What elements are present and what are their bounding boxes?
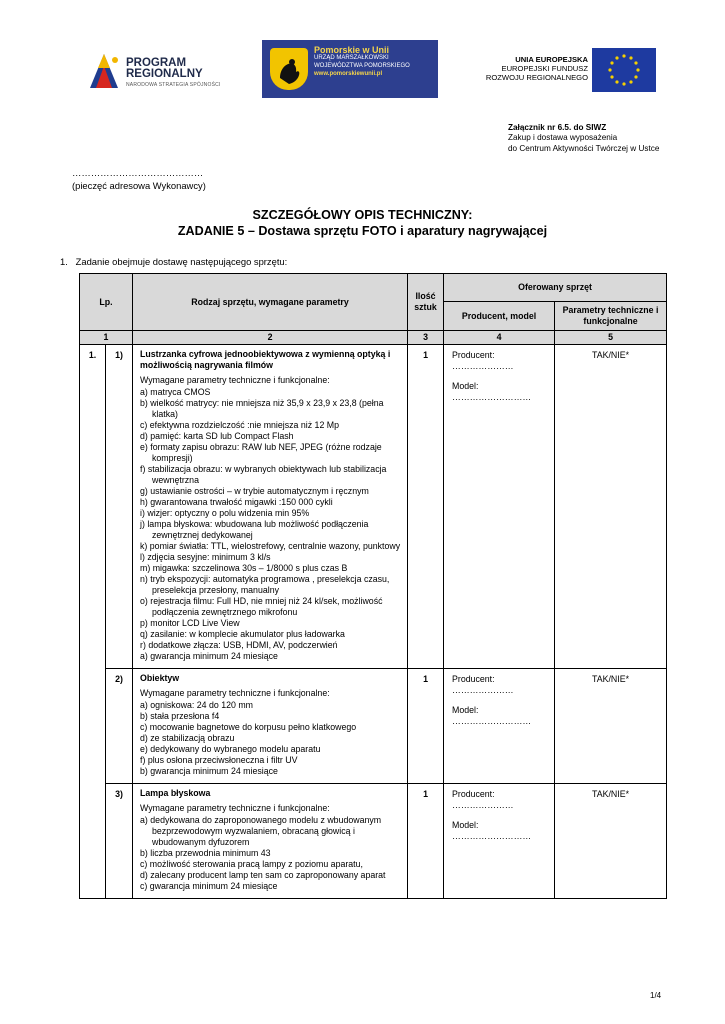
col-num-2: 2 xyxy=(133,331,408,345)
spec-item: k) pomiar światła: TTL, wielostrefowy, centralnie wazony, punktowy xyxy=(140,541,401,551)
equipment-table xyxy=(79,273,667,899)
program-logo-line2: REGIONALNY xyxy=(126,68,203,80)
spec-item: c) mocowanie bagnetowe do korpusu pełno klatkowego xyxy=(140,722,357,732)
item-description xyxy=(133,784,408,899)
group-lp: 1. xyxy=(80,345,106,899)
header-qty: Ilość sztuk xyxy=(408,274,444,331)
pomorskie-url: www.pomorskiewunii.pl xyxy=(314,71,383,77)
annex-line2: do Centrum Aktywności Twórczej w Ustce xyxy=(508,143,660,153)
griffin-shield-icon xyxy=(270,48,308,90)
intro-text: Zadanie obejmuje dostawę następującego sprzętu: xyxy=(75,256,288,267)
spec-item: d) pamięć: karta SD lub Compact Flash xyxy=(140,431,294,441)
required-params-label: Wymagane parametry techniczne i funkcjonalne: xyxy=(140,688,330,698)
spec-item: q) zasilanie: w komplecie akumulator plus ładowarka xyxy=(140,629,345,639)
spec-item: d) ze stabilizacją obrazu xyxy=(140,733,235,743)
item-number: 3) xyxy=(106,784,133,899)
spec-item: m) migawka: szczelinowa 30s – 1/8000 s plus czas B xyxy=(140,563,348,573)
program-regionalny-emblem-icon xyxy=(88,52,122,90)
annex-block xyxy=(508,123,659,154)
eu-text-block xyxy=(472,55,588,83)
page-number: 1/4 xyxy=(650,991,662,1000)
document-title xyxy=(0,208,725,239)
spec-item: o) rejestracja filmu: Full HD, nie mniej niż 24 kl/sek, możliwość podłączenia zewnętrznego mikrofonu xyxy=(140,596,383,617)
header-params: Parametry techniczne i funkcjonalne xyxy=(555,302,667,331)
spec-item: e) dedykowany do wybranego modelu aparatu xyxy=(140,744,321,754)
pomorskie-w-unii-logo xyxy=(262,40,438,98)
producer-model-cell xyxy=(444,345,555,669)
required-params-label: Wymagane parametry techniczne i funkcjonalne: xyxy=(140,375,330,385)
spec-item: c) gwarancja minimum 24 miesiące xyxy=(140,881,278,891)
item-quantity: 1 xyxy=(408,784,444,899)
header-lp: Lp. xyxy=(80,274,133,331)
intro-paragraph xyxy=(60,256,287,267)
item-name: Lampa błyskowa xyxy=(140,788,211,798)
header-type: Rodzaj sprzętu, wymagane parametry xyxy=(133,274,408,331)
spec-item: a) ogniskowa: 24 do 120 mm xyxy=(140,700,253,710)
model-field: Model: ……………………… xyxy=(452,820,532,841)
spec-item: e) formaty zapisu obrazu: RAW lub NEF, JPEG (różne rodzaje kompresji) xyxy=(140,442,382,463)
producer-field: Producent: ………………… xyxy=(452,789,514,810)
item-description xyxy=(133,345,408,669)
producer-model-cell xyxy=(444,669,555,784)
item-number: 1) xyxy=(106,345,133,669)
column-numbers-row xyxy=(80,331,667,345)
contractor-stamp xyxy=(72,166,206,192)
model-field: Model: ……………………… xyxy=(452,705,532,726)
spec-item: i) wizjer: optyczny o polu widzenia min 95% xyxy=(140,508,310,518)
spec-item: b) liczba przewodnia minimum 43 xyxy=(140,848,271,858)
header-producer: Producent, model xyxy=(444,302,555,331)
eu-line2: EUROPEJSKI FUNDUSZ xyxy=(501,64,588,74)
spec-item: b) wielkość matrycy: nie mniejsza niż 35,9 x 23,9 x 23,8 (pełna klatka) xyxy=(140,398,384,419)
pomorskie-line2: WOJEWÓDZTWA POMORSKIEGO xyxy=(314,63,410,69)
item-quantity: 1 xyxy=(408,345,444,669)
table-row xyxy=(80,784,667,899)
spec-item: a) dedykowana do zaproponowanego modelu z wbudowanym bezprzewodowym wyzwalaniem, obracaną głowicą i wbudowanym dyfuzorem xyxy=(140,815,382,847)
item-name: Lustrzanka cyfrowa jednoobiektywowa z wymienną optyką i możliwością nagrywania filmów xyxy=(140,349,391,370)
required-params-label: Wymagane parametry techniczne i funkcjonalne: xyxy=(140,803,330,813)
params-yes-no: TAK/NIE* xyxy=(555,669,667,784)
spec-item: j) lampa błyskowa: wbudowana lub możliwość podłączenia zewnętrznej dedykowanej xyxy=(140,519,369,540)
producer-field: Producent: ………………… xyxy=(452,674,514,695)
col-num-5: 5 xyxy=(555,331,667,345)
spec-item: a) gwarancja minimum 24 miesiące xyxy=(140,651,278,661)
col-num-4: 4 xyxy=(444,331,555,345)
spec-item: p) monitor LCD Live View xyxy=(140,618,240,628)
title-line2: ZADANIE 5 – Dostawa sprzętu FOTO i aparatury nagrywającej xyxy=(177,223,548,238)
header-offered: Oferowany sprzęt xyxy=(444,274,667,302)
title-line1: SZCZEGÓŁOWY OPIS TECHNICZNY: xyxy=(252,208,473,222)
program-logo-tagline: NARODOWA STRATEGIA SPÓJNOŚCI xyxy=(126,82,221,88)
item-description xyxy=(133,669,408,784)
spec-item: b) gwarancja minimum 24 miesiące xyxy=(140,766,278,776)
annex-line1: Zakup i dostawa wyposażenia xyxy=(508,133,618,143)
spec-item: f) plus osłona przeciwsłoneczna i filtr UV xyxy=(140,755,298,765)
eu-line1: UNIA EUROPEJSKA xyxy=(515,55,588,64)
spec-item: l) zdjęcia sesyjne: minimum 3 kl/s xyxy=(140,552,271,562)
producer-model-cell xyxy=(444,784,555,899)
spec-item: c) efektywna rozdzielczość :nie mniejsza niż 12 Mp xyxy=(140,420,340,430)
table-row xyxy=(80,345,667,669)
producer-field: Producent: ………………… xyxy=(452,350,514,371)
table-row xyxy=(80,669,667,784)
pomorskie-line1: URZĄD MARSZAŁKOWSKI xyxy=(314,55,389,61)
stamp-label: (pieczęć adresowa Wykonawcy) xyxy=(72,180,206,191)
col-num-3: 3 xyxy=(408,331,444,345)
intro-number: 1. xyxy=(60,256,68,267)
spec-item: b) stała przesłona f4 xyxy=(140,711,220,721)
spec-item: r) dodatkowe złącza: USB, HDMI, AV, podczerwień xyxy=(140,640,338,650)
pomorskie-title: Pomorskie w Unii xyxy=(314,45,390,55)
spec-item: d) zalecany producent lamp ten sam co zaproponowany aparat xyxy=(140,870,386,880)
spec-item: g) ustawianie ostrości – w trybie automatycznym i ręcznym xyxy=(140,486,369,496)
stamp-dots: …………………………………… xyxy=(72,167,204,178)
annex-title: Załącznik nr 6.5. do SIWZ xyxy=(508,123,607,132)
program-regionalny-logo xyxy=(88,48,238,94)
spec-item: c) możliwość sterowania pracą lampy z poziomu aparatu, xyxy=(140,859,363,869)
spec-item: n) tryb ekspozycji: automatyka programowa , preselekcja czasu, preselekcja przesłony, manualny xyxy=(140,574,390,595)
spec-item: f) stabilizacja obrazu: w wybranych obiektywach lub stabilizacja wewnętrzna xyxy=(140,464,387,485)
spec-item: a) matryca CMOS xyxy=(140,387,211,397)
spec-item: h) gwarantowana trwałość migawki :150 000 cykli xyxy=(140,497,333,507)
item-quantity: 1 xyxy=(408,669,444,784)
program-logo-line1: PROGRAM xyxy=(126,57,187,69)
item-name: Obiektyw xyxy=(140,673,180,683)
model-field: Model: ……………………… xyxy=(452,381,532,402)
params-yes-no: TAK/NIE* xyxy=(555,345,667,669)
col-num-1: 1 xyxy=(80,331,133,345)
params-yes-no: TAK/NIE* xyxy=(555,784,667,899)
eu-line3: ROZWOJU REGIONALNEGO xyxy=(485,73,588,83)
eu-flag-icon xyxy=(592,48,656,92)
item-number: 2) xyxy=(106,669,133,784)
